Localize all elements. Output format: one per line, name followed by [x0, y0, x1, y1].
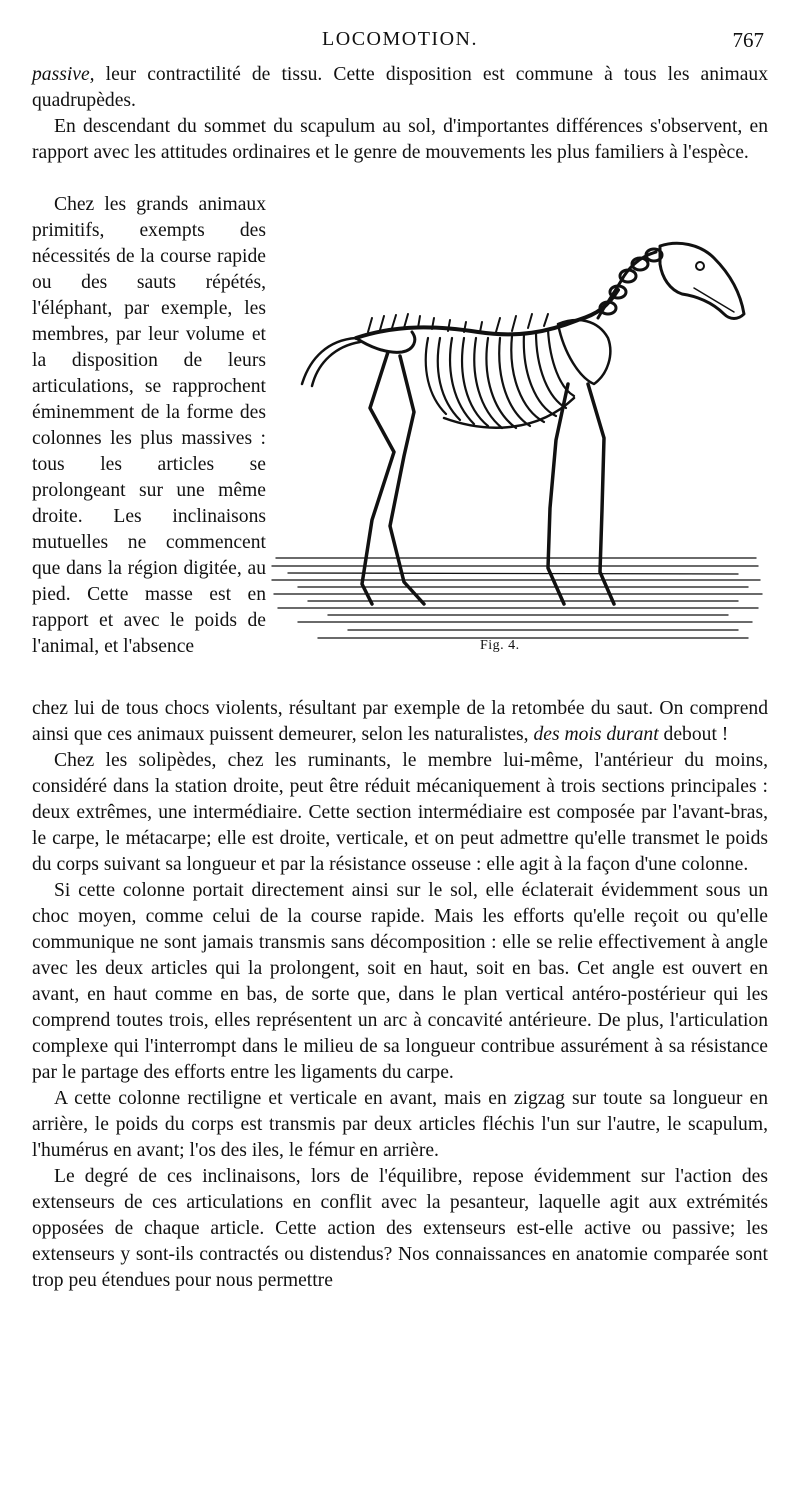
- ribcage: [426, 330, 574, 428]
- scapula: [558, 320, 610, 384]
- paragraph-text: debout !: [658, 724, 729, 745]
- paragraph-wrapped: Chez les grands animaux primitifs, exempts des nécessités de la course rapide ou des sauts répétés, l'éléphant, par exemple, les membres, par leur volume et la disposition de leurs articulations, se rapprochent éminemment de la forme des colonnes les plus massives : tous les articles se prolongeant sur une même droite. Les inclinaisons mutuelles ne commencent que dans la région digitée, au pied. Cette masse est en rapport et avec le poids de l'animal, et l'absence: [32, 194, 266, 657]
- fore-legs: [548, 384, 614, 604]
- running-title: LOCOMOTION.: [322, 28, 478, 50]
- ground-lines: [272, 558, 762, 638]
- tail: [302, 338, 360, 386]
- paragraph: Si cette colonne portait directement ainsi sur le sol, elle éclaterait évidemment sous un choc moyen, comme celui de la course rapide. Mais les efforts qu'elle reçoit ou qu'elle communique ne sont jamais transmis sans décomposition : elle se relie effectivement à angle avec les deux articles qui la prolongent, soit en haut, soit en bas. Cet angle est ouvert en avant, en haut comme en bas, de sorte que, dans le plan vertical antéro-postérieur qui les comprend toutes trois, elles représentent un arc à concavité antérieure. De plus, l'articulation complexe qui l'interrompt dans le milieu de sa longueur contribue assurément à sa résistance par le partage des efforts entre les ligaments du carpe.: [32, 880, 768, 1083]
- paragraph: Le degré de ces inclinaisons, lors de l'équilibre, repose évidemment sur l'action des extenseurs de ces articulations en conflit avec la pesanteur, laquelle agit aux extrémités opposées de chaque article. Cette action des extenseurs est-elle active ou passive; les extenseurs y sont-ils contractés ou distendus? Nos connaissances en anatomie comparée sont trop peu étendues pour nous permettre: [32, 1166, 768, 1291]
- figure-caption: Fig. 4.: [480, 638, 520, 653]
- paragraph-text: chez lui de tous chocs violents, résultant par exemple de la retombée du saut. On comprend ainsi que ces animaux puissent demeurer, selon les naturalistes,: [32, 698, 768, 745]
- paragraph-continuation: [32, 62, 768, 114]
- paragraph: En descendant du sommet du scapulum au sol, d'importantes différences s'observent, en rapport avec les attitudes ordinaires et le genre de mouvements les plus familiers à l'espèce.: [32, 116, 768, 163]
- italic-word: passive,: [32, 64, 95, 85]
- paragraph-continuation: [32, 696, 768, 748]
- spine: [356, 290, 618, 338]
- text-block-top: [32, 62, 768, 166]
- paragraph: Chez les solipèdes, chez les ruminants, le membre lui-même, l'antérieur du moins, considéré dans la station droite, peut être réduit mécaniquement à trois sections principales : deux extrêmes, une intermédiaire. Cette section intermédiaire est composée par l'avant-bras, le carpe, le métacarpe; elle est droite, verticale, et on peut admettre qu'elle transmet le poids du corps suivant sa longueur et par la résistance osseuse : elle agit à la façon d'une colonne.: [32, 750, 768, 875]
- text-block-bottom: [32, 696, 768, 1294]
- page-number: 767: [732, 28, 764, 52]
- paragraph: A cette colonne rectiligne et verticale en avant, mais en zigzag sur toute sa longueur en arrière, le poids du corps est transmis par deux articles fléchis l'un sur l'autre, le scapulum, l'humérus en avant; l'os des iles, le fémur en arrière.: [32, 1088, 768, 1161]
- neck-vertebrae: [598, 249, 662, 318]
- horse-skeleton-figure: [268, 228, 764, 658]
- skull: [660, 243, 744, 318]
- page-header: [32, 28, 768, 58]
- italic-phrase: des mois durant: [533, 724, 659, 745]
- paragraph-text: leur contractilité de tissu. Cette disposition est commune à tous les animaux quadrupèdes.: [32, 64, 768, 111]
